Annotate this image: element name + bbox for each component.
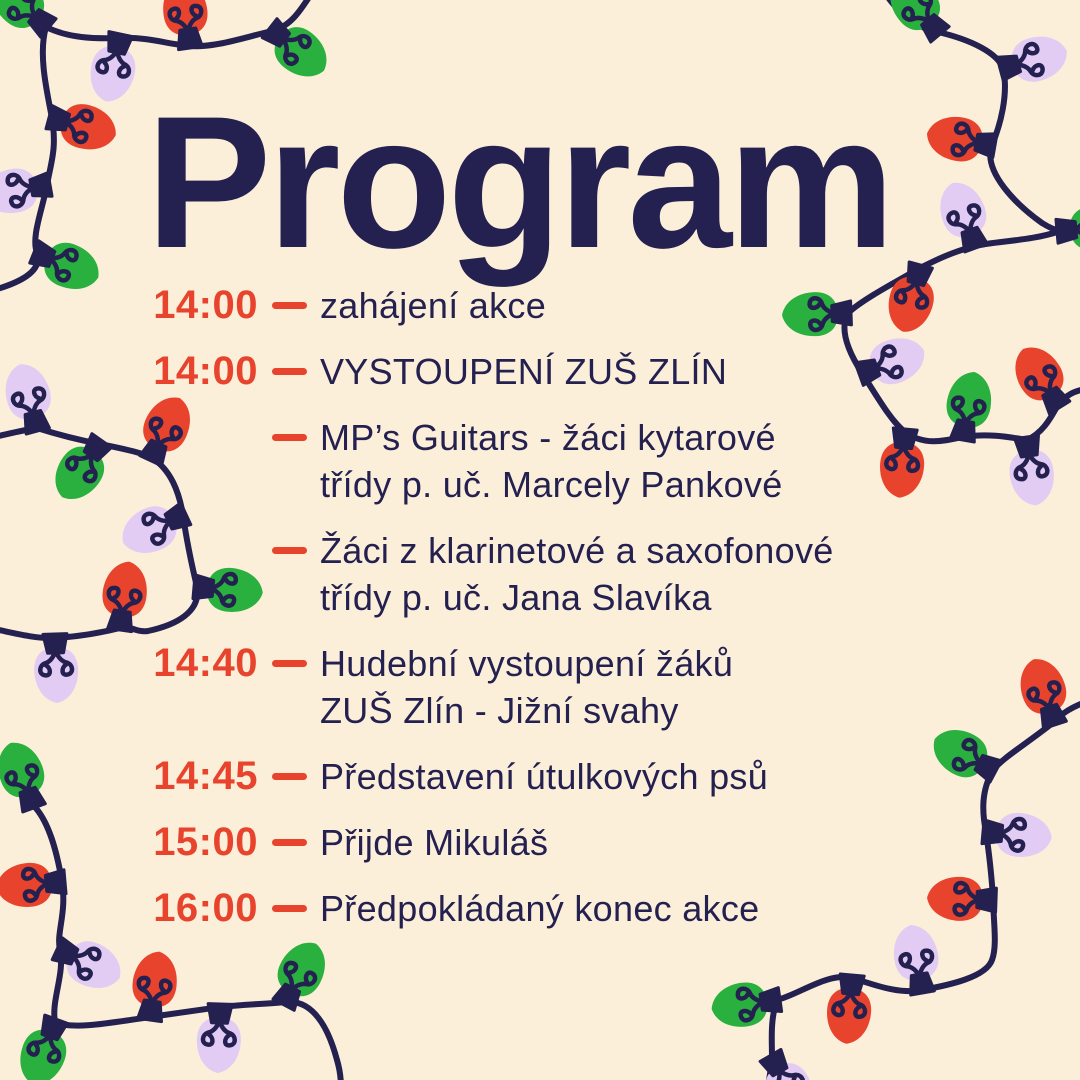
- schedule-row: [136, 640, 834, 734]
- christmas-light-green: [0, 735, 55, 815]
- christmas-light-lavender: [932, 175, 997, 255]
- schedule-text: [320, 414, 783, 508]
- christmas-light-green: [1055, 203, 1080, 253]
- schedule-row: [136, 885, 834, 932]
- christmas-light-lavender: [0, 163, 54, 218]
- schedule-time: 16:00: [153, 886, 258, 930]
- christmas-light-red: [926, 876, 996, 922]
- christmas-light-lavender: [33, 633, 79, 703]
- schedule-text: [320, 885, 759, 932]
- schedule-text-line: zahájení akce: [320, 285, 547, 326]
- schedule-time: 14:00: [153, 349, 258, 393]
- schedule-row: [136, 282, 834, 329]
- dash-separator: [272, 660, 307, 667]
- schedule-time: 14:00: [153, 283, 258, 327]
- schedule-row: [136, 414, 834, 508]
- christmas-light-lavender: [852, 330, 932, 395]
- schedule-text-line: ZUŠ Zlín - Jižní svahy: [320, 690, 679, 731]
- christmas-light-lavender: [751, 1044, 824, 1080]
- schedule-text: [320, 640, 733, 734]
- schedule-row: [136, 348, 834, 395]
- christmas-light-lavender: [981, 810, 1054, 860]
- schedule-text: [320, 282, 546, 329]
- schedule-time: 15:00: [153, 820, 258, 864]
- schedule-time: 14:40: [153, 641, 258, 685]
- dash-separator: [272, 368, 307, 375]
- dash-separator: [272, 839, 307, 846]
- page-title: Program: [146, 77, 892, 287]
- schedule-text-line: Žáci z klarinetové a saxofonové: [320, 530, 834, 571]
- christmas-light-green: [12, 1012, 77, 1080]
- schedule-text: [320, 819, 548, 866]
- schedule-row: [136, 527, 834, 621]
- christmas-light-red: [1013, 652, 1076, 731]
- dash-separator: [272, 773, 307, 780]
- schedule-row: [136, 819, 834, 866]
- schedule-time: 14:45: [153, 754, 258, 798]
- christmas-light-green: [879, 0, 957, 48]
- schedule-text-line: třídy p. uč. Marcely Pankové: [320, 464, 783, 505]
- schedule-text: [320, 348, 727, 395]
- schedule-text: [320, 527, 834, 621]
- schedule-text-line: Přijde Mikuláš: [320, 822, 549, 863]
- schedule-text-line: Hudební vystoupení žáků: [320, 643, 734, 684]
- dash-separator: [272, 905, 307, 912]
- christmas-light-red: [923, 112, 999, 167]
- dash-separator: [272, 434, 307, 441]
- dash-separator: [272, 302, 307, 309]
- christmas-light-green: [0, 0, 62, 45]
- christmas-light-green: [26, 231, 106, 298]
- schedule-text-line: Představení útulkových psů: [320, 756, 769, 797]
- schedule-text-line: VYSTOUPENÍ ZUŠ ZLÍN: [320, 351, 728, 392]
- schedule-text-line: třídy p. uč. Jana Slavíka: [320, 577, 712, 618]
- schedule-text: [320, 753, 768, 800]
- christmas-light-lavender: [196, 1003, 242, 1073]
- christmas-light-lavender: [1005, 434, 1058, 508]
- christmas-light-lavender: [0, 359, 59, 437]
- christmas-light-green: [924, 720, 1006, 791]
- schedule-list: [136, 282, 834, 932]
- schedule-text-line: MP’s Guitars - žáci kytarové: [320, 417, 776, 458]
- christmas-light-red: [1004, 337, 1078, 419]
- schedule-row: [136, 753, 834, 800]
- schedule-text-line: Předpokládaný konec akce: [320, 888, 760, 929]
- dash-separator: [272, 547, 307, 554]
